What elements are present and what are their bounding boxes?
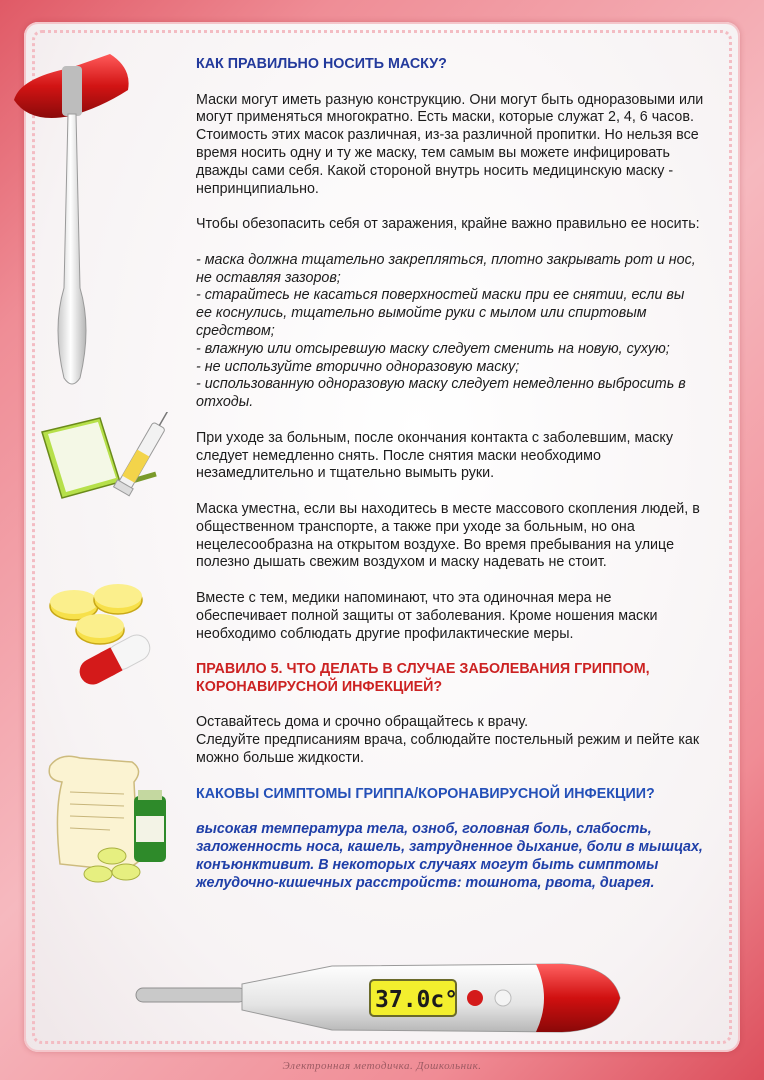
heading-symptoms: КАКОВЫ СИМПТОМЫ ГРИППА/КОРОНАВИРУСНОЙ ИНФЕКЦИИ?: [196, 785, 655, 802]
syringe-book-icon: [40, 412, 170, 502]
main-text: [196, 56, 704, 910]
stay-home-line: Оставайтесь дома и срочно обращайтесь к врачу.: [196, 714, 529, 731]
paragraph-stay-home: [196, 714, 704, 767]
mask-rules-list: [196, 252, 704, 412]
heading-how-to-wear-mask: КАК ПРАВИЛЬНО НОСИТЬ МАСКУ?: [196, 56, 447, 72]
list-item: - использованную одноразовую маску следует немедленно выбросить в отходы.: [196, 376, 686, 411]
heading-rule-5: ПРАВИЛО 5. ЧТО ДЕЛАТЬ В СЛУЧАЕ ЗАБОЛЕВАНИЯ ГРИППОМ, КОРОНАВИРУСНОЙ ИНФЕКЦИЕЙ?: [196, 661, 650, 695]
paragraph-mask-types: Маски могут иметь разную конструкцию. Они могут быть одноразовыми или могут применяться многократно. Есть маски, которые служат 2, 4, 6 часов. Стоимость этих масок различная, из-за различной пропитки. Но нельзя все время носить одну и ту же маску, тем самым вы можете инфицировать дважды сами себя. Какой стороной внутрь носить медицинскую маску - непринципиально.: [196, 91, 704, 197]
reflex-hammer-icon: [10, 38, 140, 398]
thermometer-reading: 37.0c°: [375, 987, 459, 1013]
paragraph-single-measure: Вместе с тем, медики напоминают, что эта одиночная мера не обеспечивает полной защиты от заболевания. Кроме ношения маски необходимо соблюдать другие профилактические меры.: [196, 589, 658, 642]
follow-doctor-line: Следуйте предписаниям врача, соблюдайте постельный режим и пейте как можно больше жидкости.: [196, 732, 700, 767]
symptoms-text: высокая температура тела, озноб, головная боль, слабость, заложенность носа, кашель, затрудненное дыхание, боли в мышцах, конъюнктивит. В некоторых случаях могут быть симптомы желудочно-кишечных расстройств: тошнота, рвота, диарея.: [196, 821, 703, 891]
paragraph-caring-for-sick: При уходе за больным, после окончания контакта с заболевшим, маску следует немедленно снять. После снятия маски необходимо незамедлительно и тщательно вымыть руки.: [196, 429, 673, 482]
list-item: - старайтесь не касаться поверхностей маски при ее снятии, если вы ее коснулись, тщательно вымойте руки с мылом или спиртовым средством;: [196, 287, 685, 339]
pills-icon: [46, 582, 166, 687]
thermometer-icon: [132, 956, 628, 1042]
paragraph-protection-intro: Чтобы обезопасить себя от заражения, крайне важно правильно ее носить:: [196, 216, 700, 233]
list-item: - влажную или отсыревшую маску следует сменить на новую, сухую;: [196, 340, 670, 357]
list-item: - маска должна тщательно закрепляться, плотно закрывать рот и нос, не оставляя зазоров;: [196, 251, 696, 286]
footer-caption: Электронная методичка. Дошкольник.: [282, 1060, 482, 1072]
paragraph-where-mask-appropriate: Маска уместна, если вы находитесь в месте массового скопления людей, в общественном транспорте, а также при уходе за больным, но она нецелесообразна на открытом воздухе. Во время пребывания на улице полезно дышать свежим воздухом и маску надевать не стоит.: [196, 500, 700, 571]
prescription-bottle-icon: [40, 752, 170, 892]
list-item: - не используйте вторично одноразовую маску;: [196, 358, 520, 375]
